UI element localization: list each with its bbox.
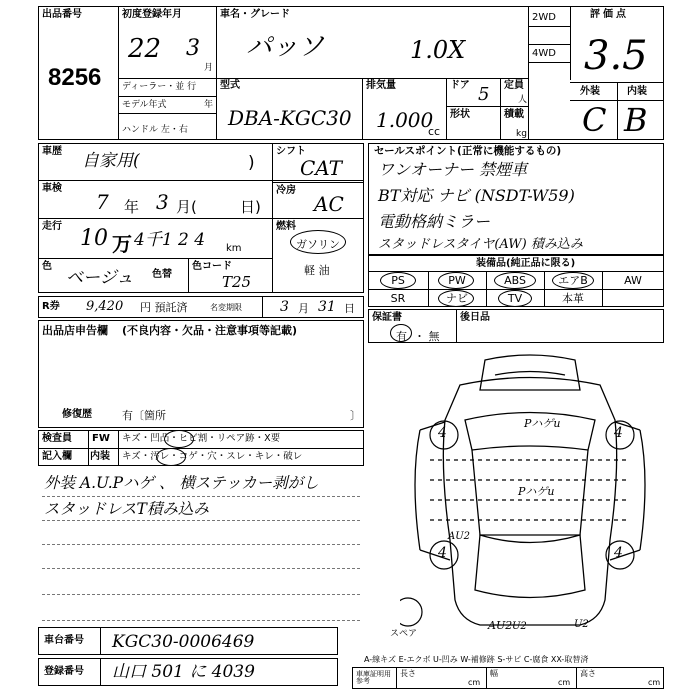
drive-2wd: 2WD (532, 12, 556, 23)
damage-mark-bumper-left: U2 (512, 621, 527, 632)
fuel-gasoline: ガソリン (296, 238, 340, 251)
exterior-grade: C (582, 101, 607, 139)
fuel-gasoline-circle (290, 230, 346, 254)
warranty-have-circle (390, 324, 412, 342)
sales-point-line-3: 電動格納ミラー (378, 212, 491, 231)
shift-label: シフト (276, 146, 306, 157)
warranty-block (368, 309, 664, 343)
exterior-label: 外装 (580, 86, 600, 97)
history-value: 自家用( (82, 151, 140, 171)
width-label: 幅 (490, 669, 498, 678)
warranty-label: 保証書 (372, 312, 402, 323)
history-label: 車歴 (42, 146, 62, 157)
note-line-2: スタッドレスT積み込み (44, 500, 209, 518)
navi-circle (438, 290, 474, 307)
fuel-label: 燃料 (276, 221, 296, 232)
color-label: 色 (42, 261, 52, 272)
chassis-number: KGC30-0006469 (112, 632, 255, 652)
recycle-unit: 円 預託済 (140, 301, 188, 314)
tire-mark-rear-right: 4 (614, 545, 623, 561)
plate-number: 山口 501 に 4039 (112, 662, 255, 682)
car-name-label: 車名・グレード (220, 9, 290, 20)
interior-items: キズ・汚レ・コゲ・穴・スレ・キレ・破レ (122, 451, 303, 462)
displacement-label: 排気量 (366, 80, 396, 91)
load-label: 積載 (504, 109, 524, 120)
km-unit: km (226, 243, 242, 254)
year-unit: 年 (204, 100, 214, 110)
model-year-label: モデル年式 (122, 100, 167, 110)
equipment-abs: ABS (504, 274, 526, 287)
abs-circle (494, 272, 536, 289)
height-label: 高さ (580, 669, 596, 678)
chassis-label: 車台番号 (44, 635, 84, 646)
shape-label: 形状 (450, 109, 470, 120)
seller-report-note: (不良内容・欠品・注意事項等記載) (122, 324, 298, 337)
model-code-label: 型式 (220, 80, 240, 91)
tire-mark-front-right: 4 (614, 425, 623, 441)
mileage-rest: 4千1 2 4 (134, 230, 206, 250)
deadline-day-unit: 日 (344, 302, 355, 315)
mileage-label: 走行 (42, 221, 62, 232)
fuel-light-oil: 軽 油 (304, 264, 330, 277)
seller-report-label: 出品店申告欄 (42, 324, 108, 337)
length-label: 長さ (400, 669, 416, 678)
equipment-aw: AW (624, 274, 642, 287)
entry-label: 記入欄 (42, 451, 72, 462)
displacement: 1.000 (376, 108, 434, 132)
note-line-1: 外装 A.U.Pハゲ 、 横ステッカー剥がし (44, 474, 319, 492)
lot-number-label: 出品番号 (42, 9, 82, 20)
repair-history-value: 有〔箇所 (122, 409, 166, 422)
door-label: ドア (450, 80, 470, 91)
first-registration-month: 3 (186, 36, 200, 61)
damage-mark-rear-left: AU2 (448, 531, 471, 542)
name-change-deadline-label: 名変期限 (210, 303, 242, 312)
door-count: 5 (478, 84, 490, 105)
recycle-label: R券 (42, 301, 60, 312)
tire-mark-front-left: 4 (438, 425, 447, 441)
cc-unit: cc (428, 125, 441, 138)
damage-mark-bumper: AU2 (488, 619, 513, 632)
repair-history-label: 修復歴 (62, 409, 92, 420)
tire-mark-rear-left: 4 (438, 545, 447, 561)
deadline-month-unit: 月 (298, 302, 309, 315)
interior-entry-label: 内装 (90, 451, 110, 462)
month-unit: 月 (204, 63, 214, 73)
garage-cert-row (352, 667, 664, 689)
first-registration-year: 22 (128, 34, 162, 64)
score: 3.5 (584, 33, 648, 79)
repair-bracket-close: 〕 (350, 409, 361, 422)
sales-point-line-2: BT対応 ナビ (NSDT-W59) (378, 186, 575, 205)
height-unit: cm (648, 678, 661, 687)
lot-number: 8256 (48, 64, 102, 91)
car-grade: 1.0X (410, 36, 466, 64)
interior-grade: B (624, 101, 648, 139)
color-code-label: 色コード (192, 261, 232, 272)
shaken-year-unit: 年 (124, 198, 140, 216)
equipment-pw: PW (448, 274, 466, 287)
stain-circle (156, 448, 186, 466)
fw-label: FW (92, 433, 110, 444)
warranty-have: 有 (396, 330, 407, 343)
color-value: ベージュ (66, 268, 134, 288)
legend-text: A-線キズ E-エクボ U-凹み W-補修跡 S-サビ C-腐食 XX-取替済 (364, 655, 589, 664)
capacity-label: 定員 (504, 80, 524, 91)
score-label: 評価点 (590, 9, 629, 20)
equipment-title: 装備品(純正品に限る) (476, 258, 576, 269)
damage-mark-center: Pハゲu (518, 485, 555, 498)
recycle-amount: 9,420 (86, 299, 124, 314)
damage-mark-roof: Pハゲu (524, 417, 561, 430)
color-change-label: 色替 (152, 269, 172, 280)
airbag-circle (552, 272, 594, 289)
later-items-label: 後日品 (460, 312, 490, 323)
pw-circle (438, 272, 474, 289)
tv-circle (498, 290, 532, 307)
spare-label: スペア (390, 629, 418, 639)
width-unit: cm (558, 678, 571, 687)
sales-point-line-1: ワンオーナー 禁煙車 (378, 160, 528, 179)
color-code: T25 (222, 273, 252, 291)
shaken-label: 車検 (42, 183, 62, 194)
model-code: DBA-KGC30 (228, 106, 352, 130)
equipment-ps: PS (391, 274, 405, 287)
ps-circle (380, 272, 416, 289)
warranty-none: ・ 無 (414, 330, 440, 343)
equipment-tv: TV (507, 292, 523, 305)
handle-label: ハンドル 左・右 (122, 125, 188, 135)
person-unit: 人 (518, 95, 528, 105)
sales-point-title: セールスポイント(正常に機能するもの) (374, 145, 562, 157)
dealer-label: ディーラー・並 行 (122, 82, 197, 92)
shaken-month: 3 (156, 190, 169, 214)
fw-items: キズ・凹凸・ヒビ割・リペア跡・X要 (122, 433, 281, 444)
equipment-navi: ナビ (446, 292, 468, 305)
damage-mark-bumper-right: U2 (574, 619, 589, 630)
ac-value: AC (314, 192, 344, 216)
ac-label: 冷房 (276, 185, 296, 196)
shaken-year: 7 (96, 190, 109, 214)
drive-4wd: 4WD (532, 48, 556, 59)
first-registration-label: 初度登録年月 (122, 9, 182, 20)
equipment-airbag: エアB (558, 274, 588, 287)
car-name: パッソ (246, 32, 325, 62)
mileage-man: 10 (80, 226, 108, 251)
garage-cert-label: 車庫証明用参考 (356, 670, 391, 685)
history-paren: ) (248, 153, 255, 173)
equipment-leather: 本革 (562, 292, 584, 305)
equipment-sr: SR (390, 292, 406, 305)
deadline-month: 3 (280, 299, 289, 315)
deadline-day: 31 (318, 299, 336, 315)
mileage-man-unit: 万 (112, 232, 132, 256)
shift-value: CAT (300, 156, 342, 180)
interior-label: 内装 (627, 86, 647, 97)
shaken-month-unit: 月( (176, 198, 197, 216)
shaken-day-unit: 日) (240, 198, 261, 216)
dent-circle (164, 430, 194, 448)
length-unit: cm (468, 678, 481, 687)
kg-unit: kg (516, 129, 527, 139)
plate-label: 登録番号 (44, 666, 84, 677)
sales-point-line-4: スタッドレスタイヤ(AW) 積み込み (378, 237, 583, 252)
inspector-label: 検査員 (42, 433, 72, 444)
